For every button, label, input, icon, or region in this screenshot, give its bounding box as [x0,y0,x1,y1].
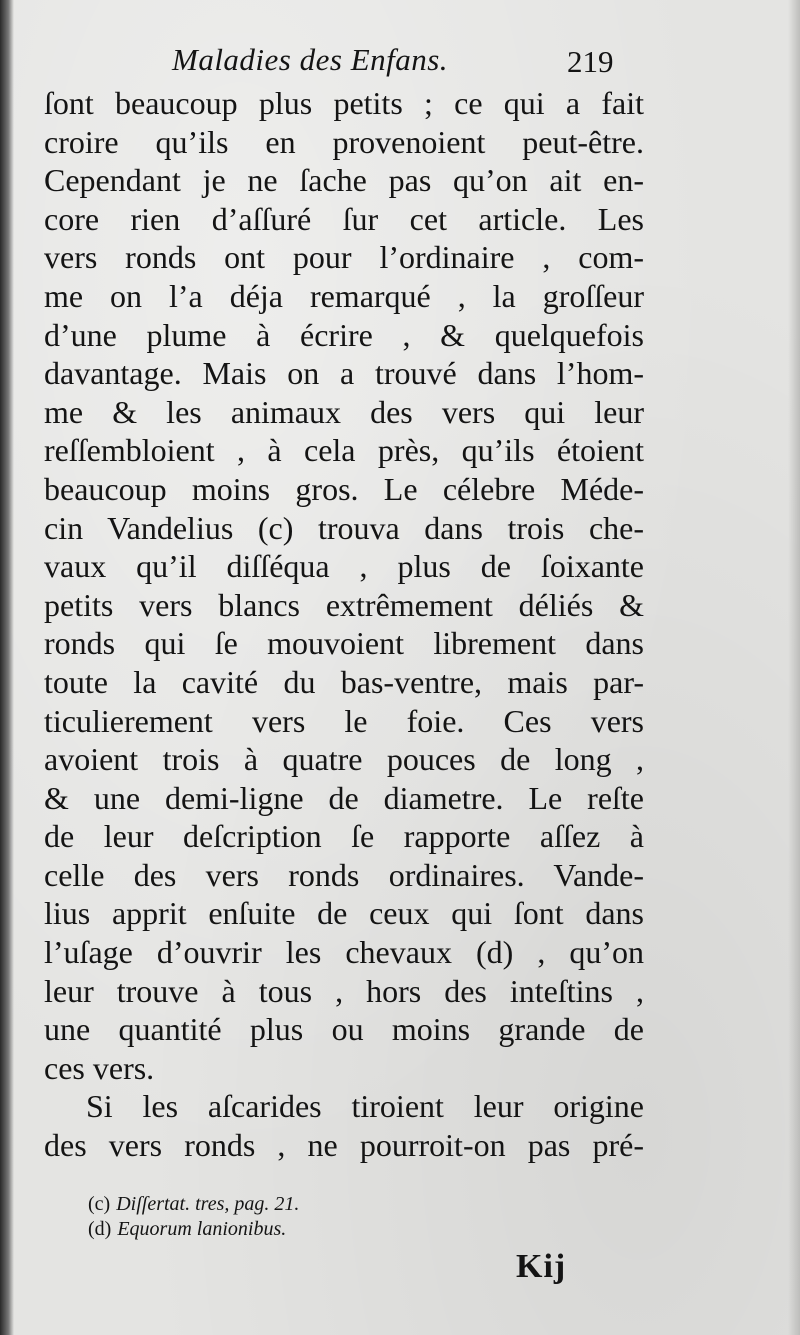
text-line: cin Vandelius (c) trouva dans trois che- [44,509,644,546]
text-line: ſont beaucoup plus petits ; ce qui a fait [44,85,644,121]
footnote [88,1217,299,1242]
text-line: core rien d’aſſuré ſur cet article. Les [44,200,644,237]
text-line: me on l’a déja remarqué , la groſſeur [44,277,644,314]
body-text [44,84,644,1165]
text-line: me & les animaux des vers qui leur [44,393,644,430]
footnote-text: Equorum lanionibus. [117,1218,287,1240]
text-line: Cependant je ne ſache pas qu’on ait en- [44,162,644,199]
paragraph-start-line: Si les aſcarides tiroient leur origine [86,1088,644,1125]
running-head: Maladies des Enfans. [172,42,449,77]
paragraph-end-line: ces vers. [44,1049,155,1086]
text-line: de leur deſcription ſe rapporte aſſez à [44,818,644,855]
text-line: ronds qui ſe mouvoient librement dans [44,625,644,662]
footnote-text: Diſſertat. tres, pag. 21. [116,1193,300,1215]
page-gutter-shadow [0,0,14,1335]
text-line: d’une plume à écrire , & quelquefois [44,316,644,353]
footnotes [88,1192,299,1242]
text-line: l’uſage d’ouvrir les chevaux (d) , qu’on [44,934,644,971]
text-line: lius apprit enſuite de ceux qui ſont dans [44,895,644,932]
text-line: avoient trois à quatre pouces de long , [44,741,644,778]
text-line: des vers ronds , ne pourroit-on pas pré- [44,1127,644,1164]
text-line: leur trouve à tous , hors des inteſtins , [44,972,644,1009]
footnote-marker: (c) [88,1193,111,1215]
text-line: beaucoup moins gros. Le célebre Méde- [44,470,644,507]
text-line: vaux qu’il diſſéqua , plus de ſoixante [44,548,644,585]
signature-mark: Kij [516,1248,567,1285]
text-line: une quantité plus ou moins grande de [44,1011,644,1048]
page-number: 219 [567,44,614,79]
text-line: celle des vers ronds ordinaires. Vande- [44,856,644,893]
text-line: petits vers blancs extrêmement déliés & [44,586,644,623]
text-line: reſſembloient , à cela près, qu’ils étoient [44,432,644,469]
footnote-marker: (d) [88,1218,112,1240]
text-line: vers ronds ont pour l’ordinaire , com- [44,239,644,276]
text-line: toute la cavité du bas-ventre, mais par- [44,663,644,700]
text-line: davantage. Mais on a trouvé dans l’hom- [44,355,644,392]
footnote [88,1192,299,1217]
page-edge-shadow [788,0,800,1335]
text-line: croire qu’ils en provenoient peut-être. [44,123,644,160]
text-line: ticulierement vers le foie. Ces vers [44,702,644,739]
text-line: & une demi-ligne de diametre. Le reſte [44,779,644,816]
